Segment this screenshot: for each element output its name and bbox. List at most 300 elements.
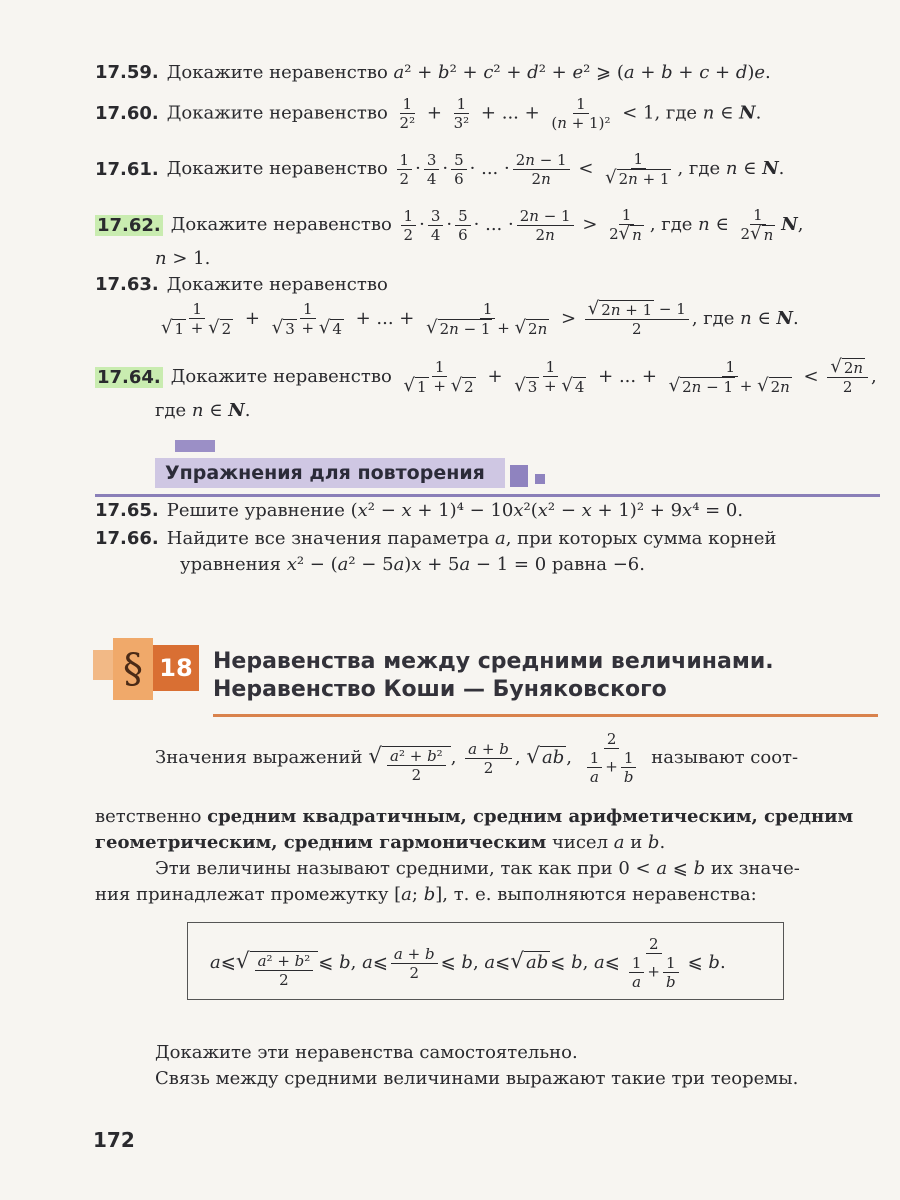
fraction xyxy=(451,95,473,132)
math-variable: a xyxy=(632,973,642,991)
radicand xyxy=(573,377,587,396)
square-root xyxy=(451,377,476,396)
math-text: ∈ xyxy=(714,102,740,124)
problem-number: 17.63. xyxy=(95,274,159,295)
math-variable: x xyxy=(682,500,693,521)
review-heading: Упражнения для повторения xyxy=(165,462,485,484)
math-text: 2² xyxy=(399,114,416,132)
problem-number: 17.65. xyxy=(95,500,159,521)
math-variable: c xyxy=(699,62,710,83)
problem-number: 17.61. xyxy=(95,158,159,180)
math-text: + ... + xyxy=(592,366,663,387)
problem-text xyxy=(167,500,743,521)
formula xyxy=(210,935,726,991)
radicand xyxy=(680,377,735,396)
paragraph-text xyxy=(155,730,798,786)
math-text: ⩽ xyxy=(440,952,462,973)
math-variable: a xyxy=(494,528,506,549)
math-text: ∈ xyxy=(737,158,763,179)
body-line xyxy=(155,858,800,879)
math-text: ⩽ xyxy=(495,952,511,973)
math-text: 2 xyxy=(531,169,542,188)
denominator xyxy=(276,971,292,989)
numerator xyxy=(629,954,645,973)
math-text: ²( xyxy=(523,500,538,521)
math-text: + 1)² + 9 xyxy=(591,500,683,521)
math-variable: n xyxy=(702,102,715,124)
fraction xyxy=(391,945,438,982)
math-variable: d xyxy=(527,62,539,83)
math-variable: a xyxy=(623,62,635,83)
section-title xyxy=(213,648,774,704)
divider xyxy=(213,714,878,717)
math-text: + xyxy=(647,962,660,981)
math-text: 1 xyxy=(589,749,600,767)
math-set: N xyxy=(228,400,245,421)
radical-sign: √ xyxy=(618,223,631,244)
radical-sign: √ xyxy=(526,744,541,769)
paragraph-text: Связь между средними величинами выражают такие три теоремы. xyxy=(155,1068,799,1089)
fraction xyxy=(387,747,446,784)
math-text: + xyxy=(492,319,515,337)
numerator xyxy=(432,358,448,377)
denominator xyxy=(428,226,444,244)
radical-sign: √ xyxy=(368,744,382,769)
math-text: 2 xyxy=(403,225,414,244)
math-variable: ab xyxy=(525,952,549,973)
square-root xyxy=(515,319,550,338)
math-text: ветственно xyxy=(95,806,208,827)
radicand xyxy=(462,377,476,396)
body-line xyxy=(95,884,757,905)
body-line xyxy=(155,730,798,786)
math-text: − 1 xyxy=(654,300,686,318)
radical-sign: √ xyxy=(757,375,769,396)
problem-17-66 xyxy=(95,528,776,549)
radical-sign: √ xyxy=(561,375,573,396)
math-text: 2 xyxy=(515,150,526,169)
radical-sign: √ xyxy=(605,167,617,188)
math-text: ⩽ xyxy=(687,952,709,973)
math-variable: n xyxy=(691,378,702,396)
math-text: , где xyxy=(649,214,699,235)
math-variable: n xyxy=(610,301,621,319)
fraction xyxy=(269,300,347,338)
radicand xyxy=(540,746,566,768)
math-text: 6 xyxy=(454,169,464,188)
math-variable: b xyxy=(666,973,676,991)
numerator xyxy=(428,207,444,226)
math-text: + xyxy=(477,739,500,758)
math-text: ² − xyxy=(547,500,582,521)
math-text: Найдите все значения параметра xyxy=(166,528,495,549)
math-text: < 1, где xyxy=(616,102,703,124)
math-text: 2 xyxy=(770,378,781,396)
radicand xyxy=(599,300,654,319)
numerator xyxy=(387,747,446,766)
math-text: ² − xyxy=(367,500,402,521)
math-variable: x xyxy=(581,500,592,521)
math-set: N xyxy=(739,102,756,124)
math-variable: b xyxy=(693,858,706,879)
radicand xyxy=(762,225,776,244)
denominator xyxy=(423,319,552,338)
math-text: 2 xyxy=(279,971,289,989)
math-text: , xyxy=(582,952,595,973)
math-text: 2 xyxy=(439,320,450,338)
math-variable: x xyxy=(357,500,368,521)
math-variable: x xyxy=(286,554,297,575)
math-text: · ... · xyxy=(469,158,510,179)
problem-number: 17.64. xyxy=(97,366,161,388)
denominator xyxy=(587,768,602,786)
fraction xyxy=(629,954,645,991)
square-root xyxy=(426,319,492,338)
math-text: . xyxy=(719,952,726,973)
math-text: их значе- xyxy=(705,858,800,879)
fraction xyxy=(585,300,689,338)
numerator xyxy=(517,207,574,226)
denominator xyxy=(533,226,558,244)
math-variable: n xyxy=(853,359,864,377)
divider xyxy=(95,494,880,497)
math-text: 1 xyxy=(576,95,586,113)
denominator xyxy=(269,319,347,338)
math-set: N xyxy=(776,308,793,329)
square-root xyxy=(669,377,735,396)
square-root xyxy=(208,319,233,338)
math-variable: n xyxy=(698,214,710,235)
math-text: ∈ xyxy=(203,400,229,421)
numerator xyxy=(454,95,470,114)
problem-17-66-line2 xyxy=(180,554,645,575)
math-text: ) xyxy=(404,554,412,575)
math-text: Решите уравнение ( xyxy=(166,500,358,521)
radicand xyxy=(842,358,865,377)
math-variable: a xyxy=(613,832,625,853)
math-text: 2 xyxy=(411,766,422,784)
numerator xyxy=(400,95,416,114)
math-text: , xyxy=(514,747,527,768)
math-variable: a xyxy=(393,554,405,575)
square-root xyxy=(510,951,550,973)
math-text: . xyxy=(659,832,666,853)
math-text: ² xyxy=(304,952,311,970)
numerator xyxy=(604,730,620,749)
math-text: называют соот- xyxy=(645,747,799,768)
math-text: ² − ( xyxy=(296,554,338,575)
page-number: 172 xyxy=(93,1128,135,1152)
math-text: , где xyxy=(691,308,741,329)
math-variable: a xyxy=(257,952,267,970)
math-text: , xyxy=(350,952,363,973)
math-text: 2 xyxy=(606,730,617,748)
math-variable: n xyxy=(725,158,738,179)
math-variable: n xyxy=(628,170,638,188)
denominator xyxy=(397,114,419,132)
math-text: 3 xyxy=(527,378,538,396)
section-symbol: § xyxy=(113,638,153,700)
square-root xyxy=(368,746,450,784)
math-text: ⁴ = 0. xyxy=(692,500,744,521)
numerator xyxy=(646,935,662,954)
body-line xyxy=(95,832,665,853)
math-text: , xyxy=(566,747,578,768)
radical-sign: √ xyxy=(318,317,331,338)
math-text: и xyxy=(624,832,648,853)
math-text: 1 xyxy=(402,95,413,113)
fraction xyxy=(451,151,467,188)
denominator xyxy=(623,954,685,991)
denominator xyxy=(397,170,413,188)
paragraph-text xyxy=(95,832,665,853)
math-text: 3² xyxy=(453,114,470,132)
radical-sign: √ xyxy=(271,317,284,338)
math-text: 2 xyxy=(601,301,611,319)
math-text: · xyxy=(415,158,421,179)
math-text: 1 xyxy=(174,320,185,338)
radicand xyxy=(220,319,234,338)
math-text: ² + xyxy=(493,62,528,83)
denominator xyxy=(424,170,440,188)
square-root xyxy=(514,377,539,396)
math-text: . xyxy=(244,400,251,421)
numerator xyxy=(255,952,314,971)
problem-17-61 xyxy=(95,150,784,188)
math-text: ² xyxy=(436,747,443,765)
square-root xyxy=(750,225,775,244)
fraction xyxy=(663,954,679,991)
numerator xyxy=(543,358,559,377)
radical-sign: √ xyxy=(510,949,524,974)
radical-sign: √ xyxy=(235,949,250,974)
math-text: . xyxy=(778,158,785,179)
math-variable: n xyxy=(780,378,790,396)
numerator xyxy=(300,300,316,319)
problem-17-65 xyxy=(95,500,743,521)
radicand xyxy=(250,951,319,989)
paragraph-text: Докажите эти неравенства самостоятельно. xyxy=(155,1042,578,1063)
denominator xyxy=(451,170,467,188)
radical-sign: √ xyxy=(750,223,762,244)
math-text: + xyxy=(421,102,448,124)
body-line xyxy=(95,806,853,827)
math-variable: b xyxy=(424,944,435,963)
formula xyxy=(155,300,799,338)
problem-17-64-line2 xyxy=(155,400,250,421)
problem-17-62-line2 xyxy=(155,248,210,269)
problem-text xyxy=(155,400,250,421)
math-variable: n xyxy=(545,225,555,244)
problem-17-63 xyxy=(95,274,388,295)
math-text: 1 xyxy=(623,749,634,767)
math-text: − 1 xyxy=(538,206,571,225)
math-text: ² ⩾ ( xyxy=(583,62,624,83)
problem-17-63-formula xyxy=(155,300,799,338)
math-text: чисел xyxy=(546,832,614,853)
decor-block xyxy=(93,650,113,680)
math-text: ⩽ xyxy=(220,952,236,973)
math-set: N xyxy=(781,214,798,235)
math-text: , xyxy=(871,366,877,387)
fraction xyxy=(513,151,570,188)
math-variable: b xyxy=(708,952,720,973)
math-text: 2 xyxy=(618,170,629,188)
math-variable: d xyxy=(735,62,748,83)
math-text: , xyxy=(472,952,485,973)
radicand xyxy=(769,377,792,396)
math-text: − 1 = 0 равна −6. xyxy=(470,554,645,575)
math-variable: b xyxy=(571,952,583,973)
denominator xyxy=(629,973,644,991)
math-text: 1 xyxy=(417,378,427,396)
math-text: , где xyxy=(677,158,726,179)
square-root xyxy=(757,377,792,396)
math-variable: b xyxy=(661,62,673,83)
math-variable: a xyxy=(459,554,471,575)
math-variable: b xyxy=(647,832,660,853)
math-variable: a xyxy=(337,554,349,575)
math-text: + xyxy=(605,757,618,776)
math-text: 1 xyxy=(753,206,763,224)
math-text: · ... · xyxy=(473,214,514,235)
problem-text xyxy=(167,95,762,132)
math-text: + ... + xyxy=(475,102,546,124)
paragraph-text xyxy=(95,806,853,827)
radicand xyxy=(283,319,297,338)
math-variable: e xyxy=(754,62,766,83)
math-text: 2 xyxy=(464,378,474,396)
fraction xyxy=(738,206,779,244)
square-root xyxy=(605,169,671,188)
math-text: + xyxy=(735,377,758,395)
fraction xyxy=(428,207,444,244)
math-text: > xyxy=(555,308,582,329)
math-text: 2 xyxy=(528,320,538,338)
math-text: 4 xyxy=(430,225,441,244)
math-text: . xyxy=(765,62,771,83)
fraction xyxy=(465,740,512,777)
math-text: Докажите неравенство xyxy=(170,366,398,387)
body-line xyxy=(155,1042,578,1063)
math-variable: a xyxy=(210,952,221,973)
decor-block xyxy=(535,474,545,484)
fraction xyxy=(623,935,685,991)
problem-17-64 xyxy=(95,358,877,396)
denominator xyxy=(158,319,236,338)
math-text: 5 xyxy=(454,150,464,169)
math-text: · xyxy=(446,214,453,235)
math-text: ], т. е. выполняются неравенства: xyxy=(435,884,757,905)
numerator xyxy=(663,954,679,973)
math-text: + 1 xyxy=(637,170,670,188)
numerator xyxy=(573,95,589,114)
radicand xyxy=(415,377,429,396)
math-text: − 1 xyxy=(701,378,733,396)
math-text: 2 xyxy=(535,225,546,244)
radicand xyxy=(382,746,451,784)
radical-sign: √ xyxy=(208,317,220,338)
math-text: Докажите неравенство xyxy=(166,158,394,179)
denominator xyxy=(409,766,425,784)
square-root xyxy=(319,319,344,338)
math-text: 1 xyxy=(725,358,735,376)
math-text: + xyxy=(709,62,736,83)
math-text: > xyxy=(576,214,604,235)
math-variable: b xyxy=(427,747,437,765)
math-text: ; xyxy=(411,884,424,905)
math-text: · xyxy=(419,214,425,235)
problem-text xyxy=(167,528,777,549)
math-variable: x xyxy=(537,500,548,521)
math-text: − 1 xyxy=(458,320,491,338)
math-text: + 1)² xyxy=(566,114,611,132)
math-text: Докажите неравенство xyxy=(166,62,394,83)
math-variable: a xyxy=(484,952,496,973)
radical-sign: √ xyxy=(514,317,527,338)
math-text: 5 xyxy=(458,206,468,225)
math-text: 1 xyxy=(666,954,676,972)
math-variable: b xyxy=(339,952,351,973)
math-text: + xyxy=(402,944,425,963)
math-text: Докажите неравенство xyxy=(170,214,398,235)
denominator xyxy=(606,225,647,244)
denominator xyxy=(602,169,674,188)
math-variable: a xyxy=(401,884,412,905)
fraction xyxy=(401,358,479,396)
problem-text xyxy=(155,248,210,269)
math-text: 3 xyxy=(426,150,437,169)
math-variable: n xyxy=(449,320,459,338)
fraction xyxy=(397,95,419,132)
math-text: ⩽ xyxy=(604,952,620,973)
math-text: + xyxy=(239,308,266,329)
fraction xyxy=(423,300,552,338)
numerator xyxy=(587,749,603,768)
math-text: 1 xyxy=(434,358,445,376)
problem-text xyxy=(167,62,771,83)
math-text: 4 xyxy=(574,378,585,396)
math-text: ∈ xyxy=(751,308,777,329)
square-root xyxy=(619,225,644,244)
math-text: 1 xyxy=(621,206,632,224)
math-text: + xyxy=(186,319,209,337)
math-text: ( xyxy=(551,114,558,132)
numerator xyxy=(455,207,471,226)
math-text: 4 xyxy=(426,169,437,188)
math-text: , xyxy=(450,747,463,768)
math-text: где xyxy=(155,400,192,421)
problem-text xyxy=(180,554,645,575)
math-text: 2 xyxy=(632,320,642,338)
radical-sign: √ xyxy=(668,375,681,396)
math-variable: a xyxy=(362,952,373,973)
math-variable: n xyxy=(541,169,551,188)
math-text: 1 xyxy=(403,206,414,225)
math-text: , xyxy=(797,214,804,235)
math-variable: b xyxy=(623,768,634,786)
fraction xyxy=(587,749,603,786)
math-text: 6 xyxy=(458,225,468,244)
radicand xyxy=(524,951,550,973)
math-text: Эти величины называют средними, так как при 0 < xyxy=(155,858,657,879)
problem-text: Докажите неравенство xyxy=(166,274,388,295)
math-text: ⩽ xyxy=(318,952,340,973)
math-variable: b xyxy=(499,739,509,758)
numerator xyxy=(631,150,647,169)
math-text: 2 xyxy=(519,206,530,225)
math-text: 2 xyxy=(648,935,659,953)
